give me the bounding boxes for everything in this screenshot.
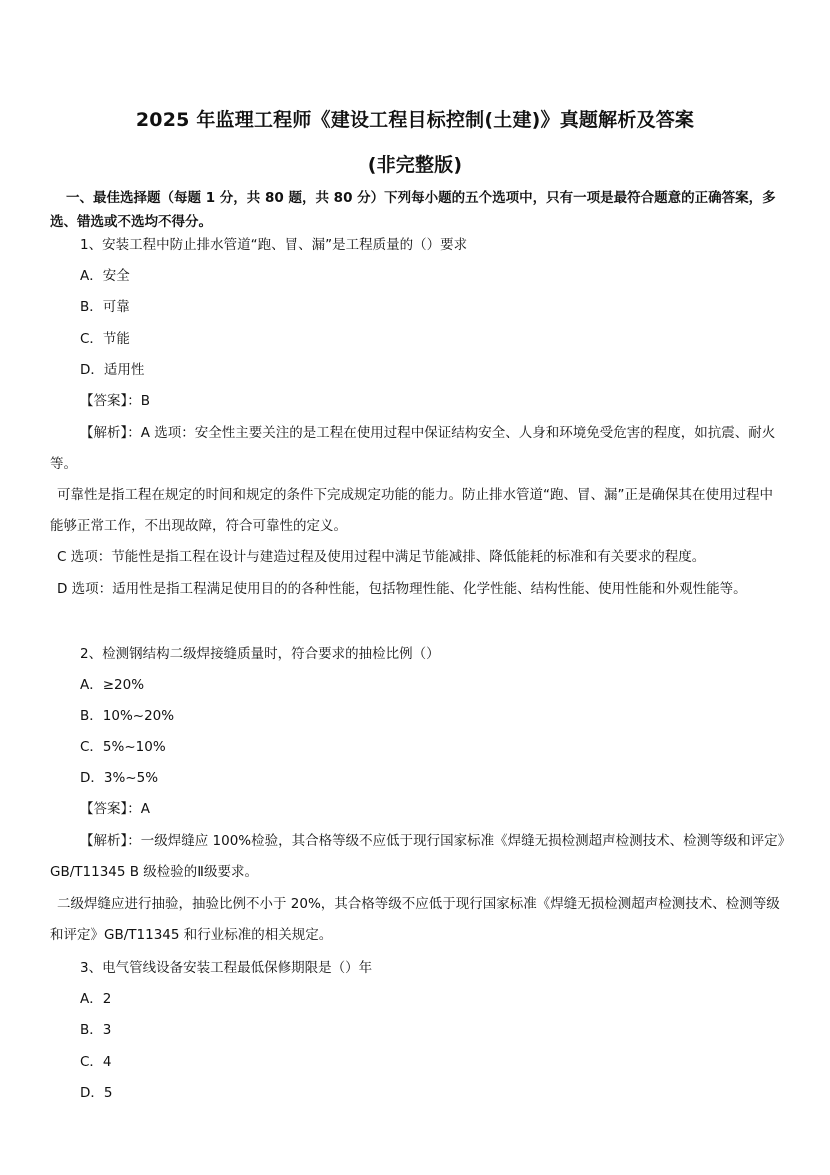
- document-title: 2025 年监理工程师《建设工程目标控制(土建)》真题解析及答案: [135, 109, 695, 131]
- question-2-option-b: B．10%~20%: [80, 708, 175, 724]
- question-3-stem: 3、电气管线设备安装工程最低保修期限是（）年: [80, 960, 373, 976]
- question-1-option-c: C．节能: [80, 331, 130, 347]
- question-3-option-d: D．5: [80, 1085, 113, 1101]
- question-1-answer: 【答案】：B: [80, 393, 151, 409]
- question-1-option-d: D．适用性: [80, 362, 145, 378]
- question-2-analysis-a: 【解析】：一级焊缝应 100%检验，其合格等级不应低于现行国家标准《焊缝无损检测超声检测技术、检测等级和评定》GB/T11345 B 级检验的Ⅱ级要求。: [50, 833, 785, 880]
- question-2-stem: 2、检测钢结构二级焊接缝质量时，符合要求的抽检比例（）: [80, 646, 440, 662]
- question-1-analysis-d: D 选项：适用性是指工程满足使用目的的各种性能，包括物理性能、化学性能、结构性能、使用性能和外观性能等。: [57, 581, 747, 597]
- question-1-option-a: A．安全: [80, 268, 130, 284]
- question-1-analysis-b: 可靠性是指工程在规定的时间和规定的条件下完成规定功能的能力。防止排水管道“跑、冒、漏”正是确保其在使用过程中能够正常工作，不出现故障，符合可靠性的定义。: [50, 487, 773, 534]
- document-subtitle: (非完整版): [367, 154, 463, 176]
- question-3-option-a: A．2: [80, 991, 112, 1007]
- question-3-option-c: C．4: [80, 1054, 112, 1070]
- question-2-analysis-b: 二级焊缝应进行抽验，抽验比例不小于 20%，其合格等级不应低于现行国家标准《焊缝无损检测超声检测技术、检测等级和评定》GB/T11345 和行业标准的相关规定。: [50, 896, 780, 943]
- question-1-option-b: B．可靠: [80, 299, 130, 315]
- question-2-option-d: D．3%~5%: [80, 770, 159, 786]
- section-header: 一、最佳选择题（每题 1 分，共 80 题，共 80 分）下列每小题的五个选项中，只有一项是最符合题意的正确答案，多选、错选或不选均不得分。: [50, 190, 776, 230]
- question-2-option-c: C．5%~10%: [80, 739, 166, 755]
- question-1-analysis-c: C 选项：节能性是指工程在设计与建造过程及使用过程中满足节能减排、降低能耗的标准和有关要求的程度。: [57, 549, 706, 565]
- question-2-option-a: A．≥20%: [80, 677, 145, 693]
- question-1-stem: 1、安装工程中防止排水管道“跑、冒、漏”是工程质量的（）要求: [80, 237, 468, 253]
- question-1-analysis-a: 【解析】：A 选项：安全性主要关注的是工程在使用过程中保证结构安全、人身和环境免受危害的程度，如抗震、耐火等。: [50, 425, 776, 472]
- question-2-answer: 【答案】：A: [80, 801, 150, 817]
- question-3-option-b: B．3: [80, 1022, 112, 1038]
